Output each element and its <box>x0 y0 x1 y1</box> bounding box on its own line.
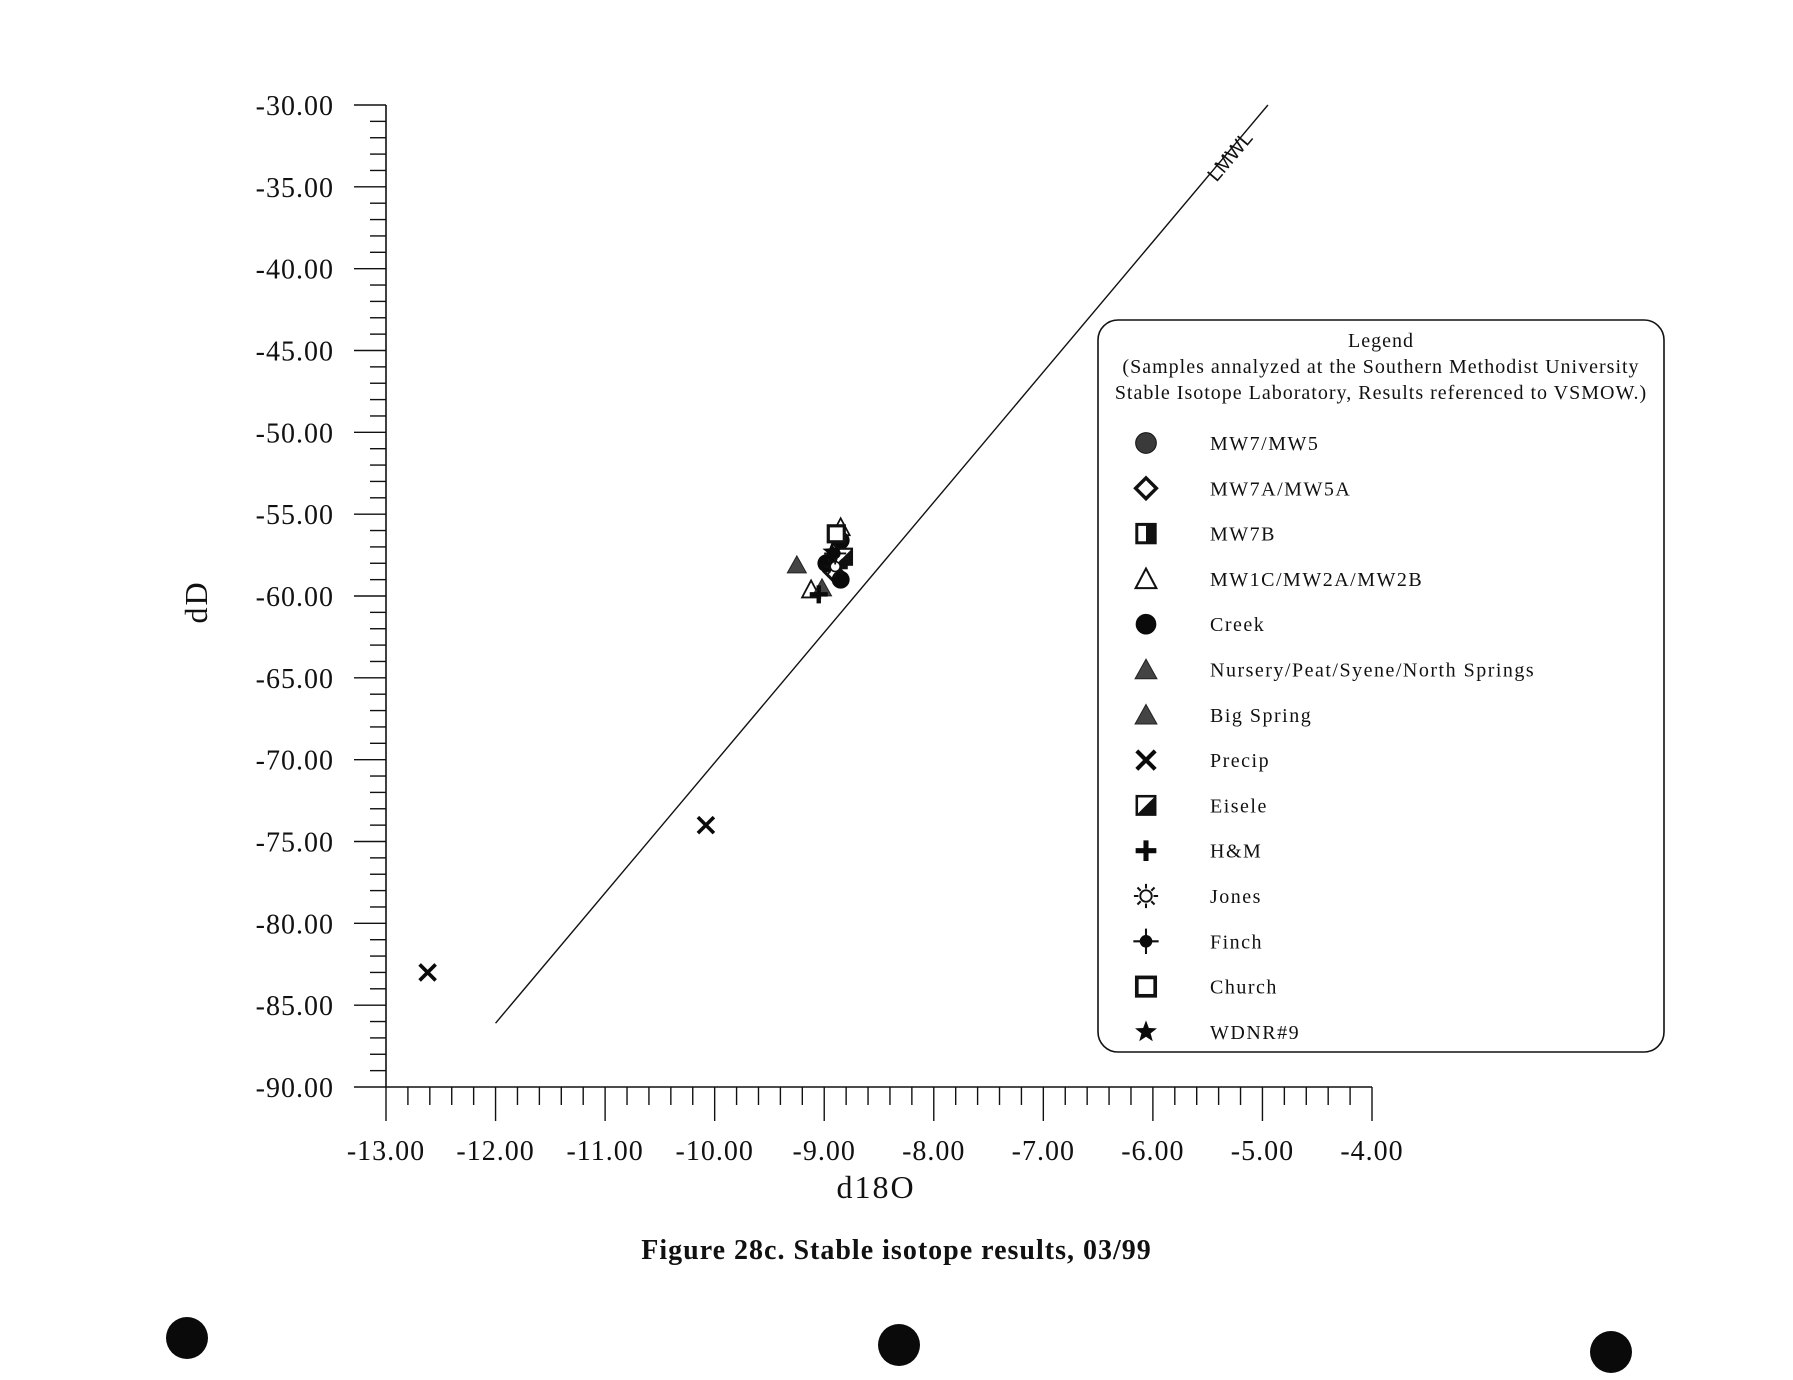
x-tick-label: -4.00 <box>1340 1136 1404 1167</box>
x-tick-label: -12.00 <box>456 1136 535 1167</box>
y-tick-label: -45.00 <box>255 336 334 368</box>
x-tick-label: -11.00 <box>566 1136 644 1167</box>
legend-box <box>1098 320 1664 1052</box>
legend-item-label: Finch <box>1210 931 1264 954</box>
y-tick-label: -65.00 <box>255 663 334 695</box>
marker-circle <box>1136 614 1157 635</box>
x-tick-label: -6.00 <box>1121 1136 1185 1167</box>
data-points <box>420 518 852 980</box>
marker-square-open <box>828 526 844 542</box>
legend-item-label: H&M <box>1210 840 1263 863</box>
y-tick-label: -90.00 <box>255 1073 334 1104</box>
legend-item-label: Creek <box>1210 614 1266 637</box>
marker-triangle-gray <box>787 556 806 573</box>
x-axis-title: d18O <box>836 1169 916 1205</box>
binder-hole-right <box>1590 1331 1632 1373</box>
y-axis <box>256 91 386 1104</box>
legend-item-label: Precip <box>1210 750 1271 773</box>
x-tick-label: -9.00 <box>792 1136 856 1167</box>
figure-caption: Figure 28c. Stable isotope results, 03/99 <box>641 1235 1152 1266</box>
x-axis <box>347 1087 1404 1167</box>
binder-hole-center <box>878 1324 920 1366</box>
binder-hole-left <box>166 1317 208 1359</box>
legend-item-label: Eisele <box>1210 795 1268 818</box>
lmwl-label: LMWL <box>1203 127 1258 186</box>
legend-item-label: Big Spring <box>1210 704 1313 727</box>
legend-item-label: Jones <box>1210 886 1262 908</box>
marker-square-open <box>1137 977 1155 995</box>
y-tick-label: -30.00 <box>255 91 334 122</box>
legend-note-line2: Stable Isotope Laboratory, Results referenced to VSMOW.) <box>1114 382 1648 404</box>
y-tick-label: -40.00 <box>255 254 334 286</box>
y-tick-label: -50.00 <box>255 418 334 450</box>
y-tick-label: -70.00 <box>255 745 334 777</box>
marker-square-half <box>1137 524 1155 542</box>
legend-item-label: MW7A/MW5A <box>1210 478 1352 501</box>
y-axis-title: dD <box>178 580 214 624</box>
y-tick-label: -35.00 <box>255 172 334 204</box>
marker-x <box>698 817 714 833</box>
y-tick-label: -60.00 <box>255 582 334 613</box>
x-tick-label: -10.00 <box>675 1136 754 1167</box>
legend-title: Legend <box>1348 330 1414 352</box>
legend-item-label: Nursery/Peat/Syene/North Springs <box>1210 659 1536 682</box>
legend-item-label: WDNR#9 <box>1210 1021 1301 1044</box>
legend-item-label: MW7B <box>1210 523 1276 546</box>
x-tick-label: -7.00 <box>1011 1136 1075 1167</box>
marker-circle-gray <box>1136 433 1157 454</box>
marker-x <box>420 964 436 980</box>
marker-sun <box>1134 884 1158 908</box>
legend-item-label: MW7/MW5 <box>1210 433 1320 455</box>
legend <box>1098 320 1664 1052</box>
x-tick-label: -13.00 <box>346 1136 426 1167</box>
y-tick-label: -80.00 <box>255 909 334 941</box>
y-tick-label: -85.00 <box>255 991 334 1023</box>
y-tick-label: -55.00 <box>255 500 334 532</box>
marker-square-diag <box>1137 796 1155 814</box>
legend-item-label: MW1C/MW2A/MW2B <box>1210 568 1424 591</box>
legend-item-label: Church <box>1210 976 1278 999</box>
x-tick-label: -8.00 <box>902 1136 966 1167</box>
x-tick-label: -5.00 <box>1230 1136 1295 1167</box>
y-tick-label: -75.00 <box>255 827 334 859</box>
legend-note-line1: (Samples annalyzed at the Southern Methodist University <box>1122 356 1640 378</box>
